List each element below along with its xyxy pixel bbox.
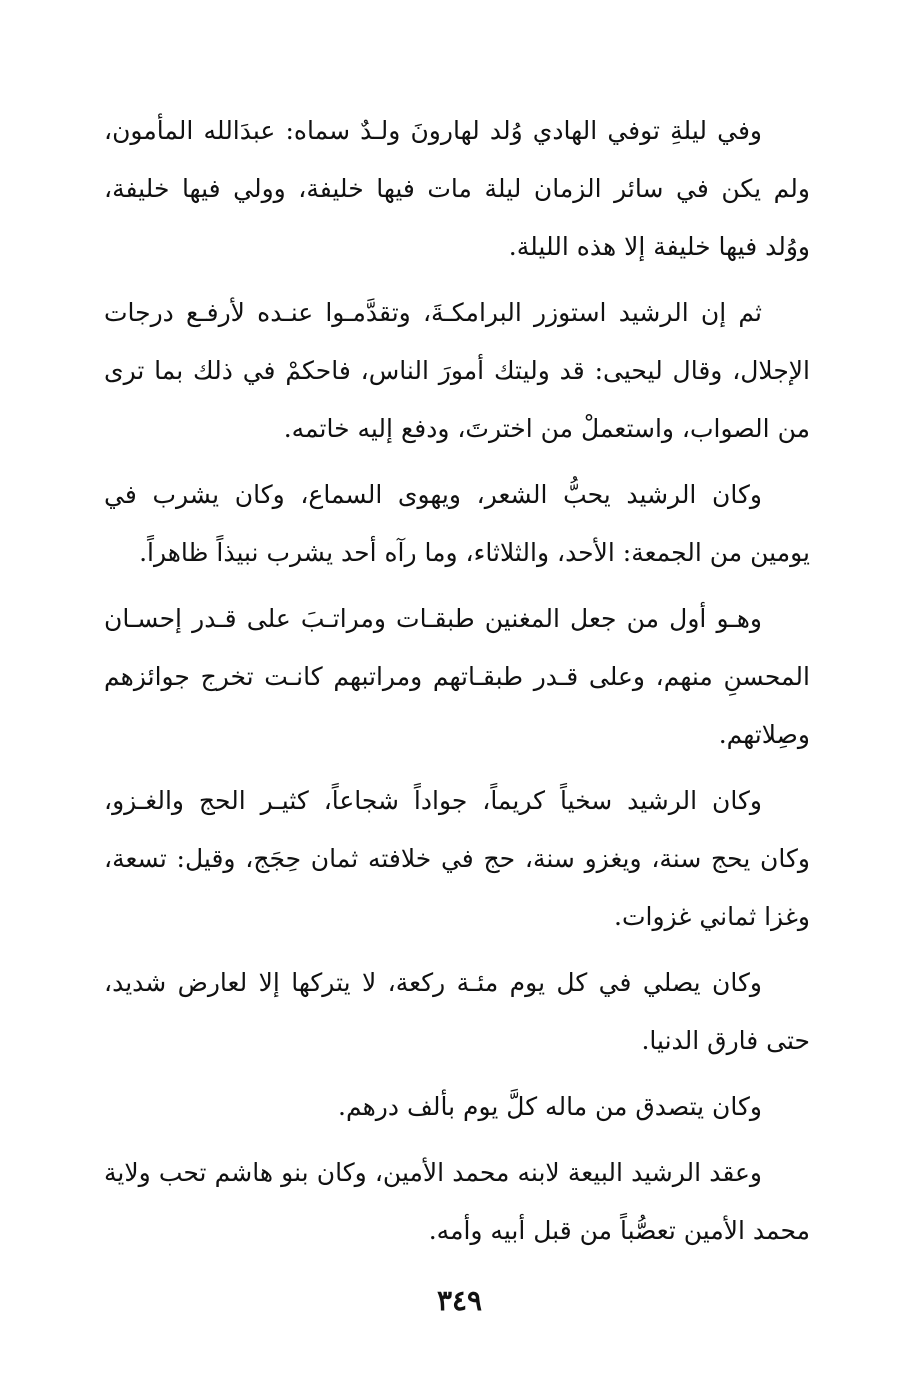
paragraph-1: وفي ليلةِ توفي الهادي وُلد لهارونَ ولـدٌ سماه: عبدَالله المأمون، ولم يكن في سائر الزمان ليلة مات فيها خليفة، وولي فيها خليفة، ووُلد فيها خليفة إلا هذه الليلة. <box>104 116 810 261</box>
paragraph-8: وعقد الرشيد البيعة لابنه محمد الأمين، وكان بنو هاشم تحب ولاية محمد الأمين تعصُّباً من قبل أبيه وأمه. <box>104 1158 810 1245</box>
paragraph-7: وكان يتصدق من ماله كلَّ يوم بألف درهم. <box>338 1092 762 1121</box>
body-text <box>104 102 810 1268</box>
page-number: ٣٤٩ <box>436 1284 483 1317</box>
paragraph-3: وكان الرشيد يحبُّ الشعر، ويهوى السماع، وكان يشرب في يومين من الجمعة: الأحد، والثلاثاء، وما رآه أحد يشرب نبيذاً ظاهراً. <box>104 480 810 567</box>
paragraph-2: ثم إن الرشيد استوزر البرامكـةَ، وتقدَّمـوا عنـده لأرفـع درجات الإجلال، وقال ليحيى: قد وليتك أمورَ الناس، فاحكمْ في ذلك بما ترى من الصواب، واستعملْ من اخترتَ، ودفع إليه خاتمه. <box>104 298 810 443</box>
paragraph-5: وكان الرشيد سخياً كريماً، جواداً شجاعاً، كثيـر الحج والغـزو، وكان يحج سنة، ويغزو سنة، حج في خلافته ثمان حِجَج، وقيل: تسعة، وغزا ثماني غزوات. <box>104 786 810 931</box>
paragraph-4: وهـو أول من جعل المغنين طبقـات ومراتـبَ على قـدر إحسـان المحسنِ منهم، وعلى قـدر طبقـاتهم ومراتبهم كانـت تخرج جوائزهم وصِلاتهم. <box>104 604 810 749</box>
paragraph-6: وكان يصلي في كل يوم مئـة ركعة، لا يتركها إلا لعارض شديد، حتى فارق الدنيا. <box>104 968 810 1055</box>
